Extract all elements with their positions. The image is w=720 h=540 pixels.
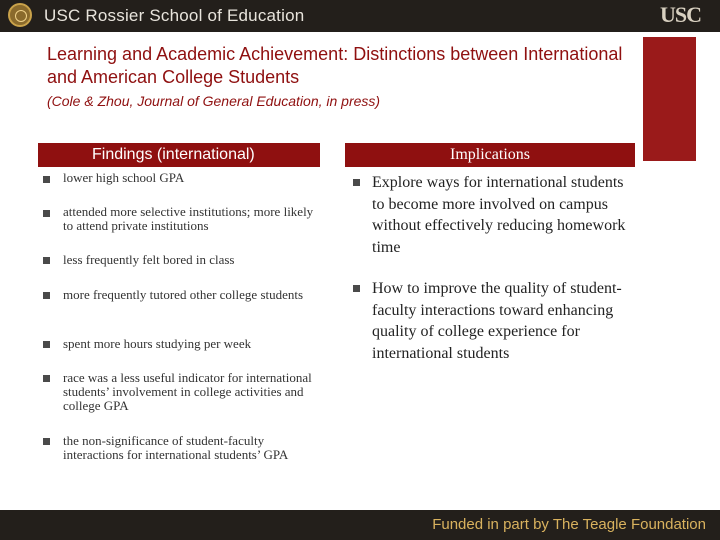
finding-item: more frequently tutored other college students [63, 287, 304, 302]
bullet-icon [43, 438, 50, 445]
finding-item: spent more hours studying per week [63, 336, 252, 351]
finding-item: the non-significance of student-faculty interactions for international students’ GPA [63, 433, 289, 462]
school-name: USC Rossier School of Education [44, 6, 305, 25]
bullet-icon [43, 341, 50, 348]
bullet-icon [43, 210, 50, 217]
decorative-red-block [643, 37, 696, 161]
findings-heading-text: Findings (international) [92, 146, 255, 163]
bullet-icon [43, 257, 50, 264]
finding-item: lower high school GPA [63, 170, 185, 185]
finding-item: race was a less useful indicator for international students’ involvement in college activities and college GPA [63, 370, 312, 413]
usc-seal-icon [8, 3, 32, 27]
usc-logo: USC [660, 2, 702, 27]
bullet-icon [43, 176, 50, 183]
implications-heading: Implications [345, 143, 635, 167]
footer-bar [0, 510, 720, 540]
bullet-icon [43, 292, 50, 299]
bullet-icon [353, 285, 360, 292]
bullet-icon [43, 375, 50, 382]
header-bar [0, 0, 720, 32]
slide-title: Learning and Academic Achievement: Distinctions between International and American College Students [47, 44, 623, 87]
implication-item: How to improve the quality of student-faculty interactions toward enhancing quality of college experience for international students [372, 280, 622, 362]
bullet-icon [353, 179, 360, 186]
findings-heading [38, 143, 320, 167]
finding-item: attended more selective institutions; more likely to attend private institutions [63, 204, 314, 233]
funding-credit: Funded in part by The Teagle Foundation [432, 516, 706, 533]
implication-item: Explore ways for international students to become more involved on campus without effectively reducing homework time [372, 174, 626, 256]
slide-subtitle: (Cole & Zhou, Journal of General Education, in press) [47, 93, 381, 109]
finding-item: less frequently felt bored in class [63, 252, 235, 267]
